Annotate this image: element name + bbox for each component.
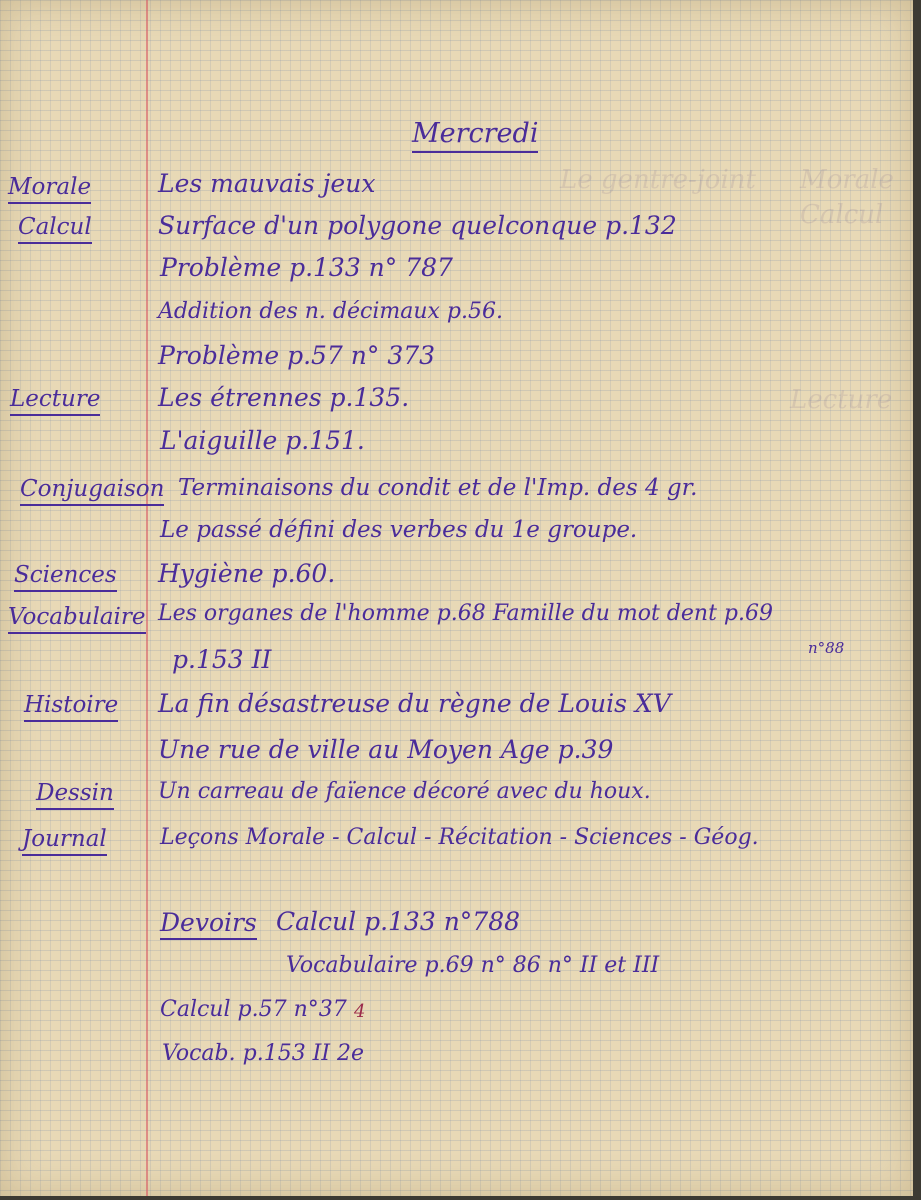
entry-text: La fin désastreuse du règne de Louis XV (158, 689, 671, 718)
devoirs-label: Devoirs (160, 908, 257, 940)
subject-label-histoire: Histoire (24, 690, 118, 722)
subject-label-dessin: Dessin (36, 778, 114, 810)
subject-label-journal: Journal (22, 824, 107, 856)
page-title: Mercredi (412, 118, 538, 153)
margin-line (146, 0, 148, 1196)
subject-label-lecture: Lecture (10, 384, 100, 416)
entry-text: p.153 II (172, 645, 272, 674)
subject-label-sciences: Sciences (14, 560, 117, 592)
entry-text: Addition des n. décimaux p.56. (158, 299, 503, 324)
entry-text: n°88 (808, 639, 845, 657)
entry-text: Une rue de ville au Moyen Age p.39 (158, 735, 614, 764)
entry-text: L'aiguille p.151. (160, 426, 365, 455)
devoirs-line: Calcul p.57 n°37 (160, 997, 347, 1022)
entry-text: Terminaisons du condit et de l'Imp. des 4 gr. (178, 475, 698, 501)
entry-text: Le passé défini des verbes du 1e groupe. (160, 517, 638, 543)
subject-label-conjugaison: Conjugaison (20, 474, 164, 506)
entry-text: Problème p.133 n° 787 (160, 253, 453, 282)
devoirs-line: Vocab. p.153 II 2e (162, 1041, 365, 1066)
subject-label-morale: Morale (8, 172, 91, 204)
correction-mark: 4 (354, 1001, 366, 1022)
entry-text: Les étrennes p.135. (158, 383, 410, 412)
entry-text: Hygiène p.60. (158, 559, 336, 588)
entry-text: Les mauvais jeux (158, 169, 376, 198)
bleed-through-text: Lecture (790, 385, 893, 415)
entry-text: Problème p.57 n° 373 (158, 341, 436, 370)
subject-label-calcul: Calcul (18, 212, 92, 244)
bleed-through-text: Calcul (800, 200, 884, 230)
devoirs-line: Calcul p.133 n°788 (276, 907, 521, 936)
entry-text: Les organes de l'homme p.68 Famille du mot dent p.69 (158, 601, 773, 626)
devoirs-line: Vocabulaire p.69 n° 86 n° II et III (286, 953, 660, 978)
entry-text: Surface d'un polygone quelconque p.132 (158, 211, 677, 240)
entry-text: Un carreau de faïence décoré avec du houx. (158, 779, 651, 804)
entry-text: Leçons Morale - Calcul - Récitation - Sciences - Géog. (160, 825, 759, 850)
bleed-through-text: Le gentre-joint (560, 165, 756, 195)
subject-label-vocabulaire: Vocabulaire (8, 602, 146, 634)
bleed-through-text: Morale (800, 165, 894, 195)
